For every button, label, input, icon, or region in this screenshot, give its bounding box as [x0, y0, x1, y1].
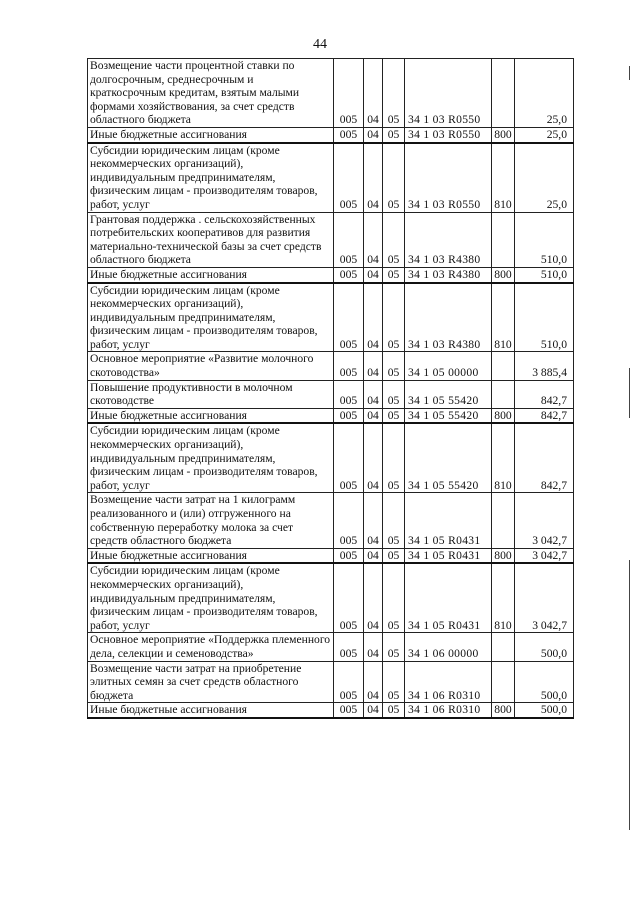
row-name: Грантовая поддержка . сельскохозяйственных потребительских кооперативов для развития материально-технической базы за счет средств областного бюджета [88, 212, 334, 267]
row-rz: 04 [364, 59, 383, 128]
row-vr: 800 [492, 267, 515, 282]
row-rz: 04 [364, 408, 383, 423]
row-ved: 005 [334, 493, 364, 548]
row-vr: 800 [492, 548, 515, 563]
row-pr: 05 [383, 283, 405, 352]
row-pr: 05 [383, 143, 405, 212]
row-target: 34 1 06 R0310 [405, 703, 492, 718]
row-sum: 500,0 [515, 633, 574, 661]
table-row [88, 493, 574, 548]
row-pr: 05 [383, 423, 405, 492]
row-pr: 05 [383, 352, 405, 380]
row-ved: 005 [334, 703, 364, 718]
row-rz: 04 [364, 661, 383, 703]
table-row [88, 548, 574, 563]
row-sum: 3 885,4 [515, 352, 574, 380]
row-ved: 005 [334, 548, 364, 563]
row-name: Субсидии юридическим лицам (кроме некоммерческих организаций), индивидуальным предпринимателям, физическим лицам - производителям товаров, работ, услуг [88, 423, 334, 492]
row-name: Повышение продуктивности в молочном скотоводстве [88, 380, 334, 408]
table-row [88, 143, 574, 212]
row-name: Возмещение части затрат на приобретение элитных семян за счет средств областного бюджета [88, 661, 334, 703]
row-pr: 05 [383, 59, 405, 128]
table-row [88, 703, 574, 718]
row-pr: 05 [383, 548, 405, 563]
row-target: 34 1 03 R0550 [405, 59, 492, 128]
table-row [88, 267, 574, 282]
row-sum: 3 042,7 [515, 548, 574, 563]
row-sum: 25,0 [515, 59, 574, 128]
table-row [88, 661, 574, 703]
table-row [88, 212, 574, 267]
row-name: Иные бюджетные ассигнования [88, 267, 334, 282]
row-pr: 05 [383, 267, 405, 282]
row-ved: 005 [334, 423, 364, 492]
row-sum: 25,0 [515, 127, 574, 142]
row-rz: 04 [364, 703, 383, 718]
row-vr: 800 [492, 408, 515, 423]
row-name: Иные бюджетные ассигнования [88, 703, 334, 718]
row-target: 34 1 05 R0431 [405, 548, 492, 563]
row-target: 34 1 05 00000 [405, 352, 492, 380]
scan-edge-mark [629, 368, 630, 418]
row-vr: 810 [492, 283, 515, 352]
row-name: Основное мероприятие «Развитие молочного скотоводства» [88, 352, 334, 380]
row-rz: 04 [364, 267, 383, 282]
row-rz: 04 [364, 212, 383, 267]
table-row [88, 352, 574, 380]
row-pr: 05 [383, 563, 405, 632]
row-name: Иные бюджетные ассигнования [88, 127, 334, 142]
row-sum: 500,0 [515, 703, 574, 718]
row-ved: 005 [334, 212, 364, 267]
row-rz: 04 [364, 493, 383, 548]
row-rz: 04 [364, 548, 383, 563]
row-target: 34 1 05 R0431 [405, 493, 492, 548]
row-pr: 05 [383, 127, 405, 142]
row-ved: 005 [334, 380, 364, 408]
row-target: 34 1 05 55420 [405, 408, 492, 423]
row-pr: 05 [383, 380, 405, 408]
row-target: 34 1 06 R0310 [405, 661, 492, 703]
row-vr [492, 380, 515, 408]
row-vr [492, 493, 515, 548]
row-sum: 842,7 [515, 408, 574, 423]
scan-edge-mark [629, 66, 630, 80]
row-rz: 04 [364, 380, 383, 408]
row-sum: 500,0 [515, 661, 574, 703]
row-rz: 04 [364, 563, 383, 632]
row-ved: 005 [334, 633, 364, 661]
row-rz: 04 [364, 127, 383, 142]
row-ved: 005 [334, 59, 364, 128]
row-name: Субсидии юридическим лицам (кроме некоммерческих организаций), индивидуальным предпринимателям, физическим лицам - производителям товаров, работ, услуг [88, 283, 334, 352]
budget-table-body [88, 59, 574, 718]
row-rz: 04 [364, 283, 383, 352]
row-ved: 005 [334, 283, 364, 352]
row-ved: 005 [334, 352, 364, 380]
row-vr [492, 59, 515, 128]
row-sum: 25,0 [515, 143, 574, 212]
row-sum: 510,0 [515, 283, 574, 352]
row-target: 34 1 03 R4380 [405, 267, 492, 282]
row-target: 34 1 03 R0550 [405, 127, 492, 142]
row-target: 34 1 05 R0431 [405, 563, 492, 632]
row-ved: 005 [334, 127, 364, 142]
row-sum: 510,0 [515, 267, 574, 282]
row-pr: 05 [383, 212, 405, 267]
row-name: Субсидии юридическим лицам (кроме некоммерческих организаций), индивидуальным предпринимателям, физическим лицам - производителям товаров, работ, услуг [88, 563, 334, 632]
row-sum: 3 042,7 [515, 493, 574, 548]
row-rz: 04 [364, 423, 383, 492]
row-rz: 04 [364, 633, 383, 661]
row-vr [492, 352, 515, 380]
row-target: 34 1 06 00000 [405, 633, 492, 661]
row-name: Возмещение части затрат на 1 килограмм реализованного и (или) отгруженного на собственную переработку молока за счет средств областного бюджета [88, 493, 334, 548]
row-sum: 842,7 [515, 380, 574, 408]
budget-table [87, 58, 574, 719]
table-row [88, 633, 574, 661]
row-pr: 05 [383, 408, 405, 423]
row-vr: 810 [492, 143, 515, 212]
row-target: 34 1 05 55420 [405, 423, 492, 492]
row-ved: 005 [334, 408, 364, 423]
row-rz: 04 [364, 352, 383, 380]
row-target: 34 1 03 R4380 [405, 283, 492, 352]
table-row [88, 563, 574, 632]
row-ved: 005 [334, 267, 364, 282]
row-ved: 005 [334, 661, 364, 703]
row-name: Иные бюджетные ассигнования [88, 408, 334, 423]
row-ved: 005 [334, 563, 364, 632]
table-row [88, 423, 574, 492]
row-pr: 05 [383, 661, 405, 703]
row-vr: 800 [492, 703, 515, 718]
table-row [88, 283, 574, 352]
row-target: 34 1 03 R4380 [405, 212, 492, 267]
row-name: Иные бюджетные ассигнования [88, 548, 334, 563]
row-pr: 05 [383, 493, 405, 548]
row-name: Возмещение части процентной ставки по долгосрочным, среднесрочным и краткосрочным кредитам, взятым малыми формами хозяйствования, за счет средств областного бюджета [88, 59, 334, 128]
row-vr: 800 [492, 127, 515, 142]
table-row [88, 408, 574, 423]
row-vr: 810 [492, 423, 515, 492]
row-target: 34 1 03 R0550 [405, 143, 492, 212]
row-name: Основное мероприятие «Поддержка племенного дела, селекции и семеноводства» [88, 633, 334, 661]
row-sum: 842,7 [515, 423, 574, 492]
scan-edge-mark [629, 560, 630, 830]
row-name: Субсидии юридическим лицам (кроме некоммерческих организаций), индивидуальным предпринимателям, физическим лицам - производителям товаров, работ, услуг [88, 143, 334, 212]
page-number: 44 [313, 37, 327, 52]
row-vr: 810 [492, 563, 515, 632]
row-target: 34 1 05 55420 [405, 380, 492, 408]
table-row [88, 127, 574, 142]
row-sum: 3 042,7 [515, 563, 574, 632]
table-row [88, 380, 574, 408]
row-vr [492, 661, 515, 703]
row-vr [492, 633, 515, 661]
row-vr [492, 212, 515, 267]
row-sum: 510,0 [515, 212, 574, 267]
row-rz: 04 [364, 143, 383, 212]
row-ved: 005 [334, 143, 364, 212]
table-row [88, 59, 574, 128]
row-pr: 05 [383, 703, 405, 718]
row-pr: 05 [383, 633, 405, 661]
